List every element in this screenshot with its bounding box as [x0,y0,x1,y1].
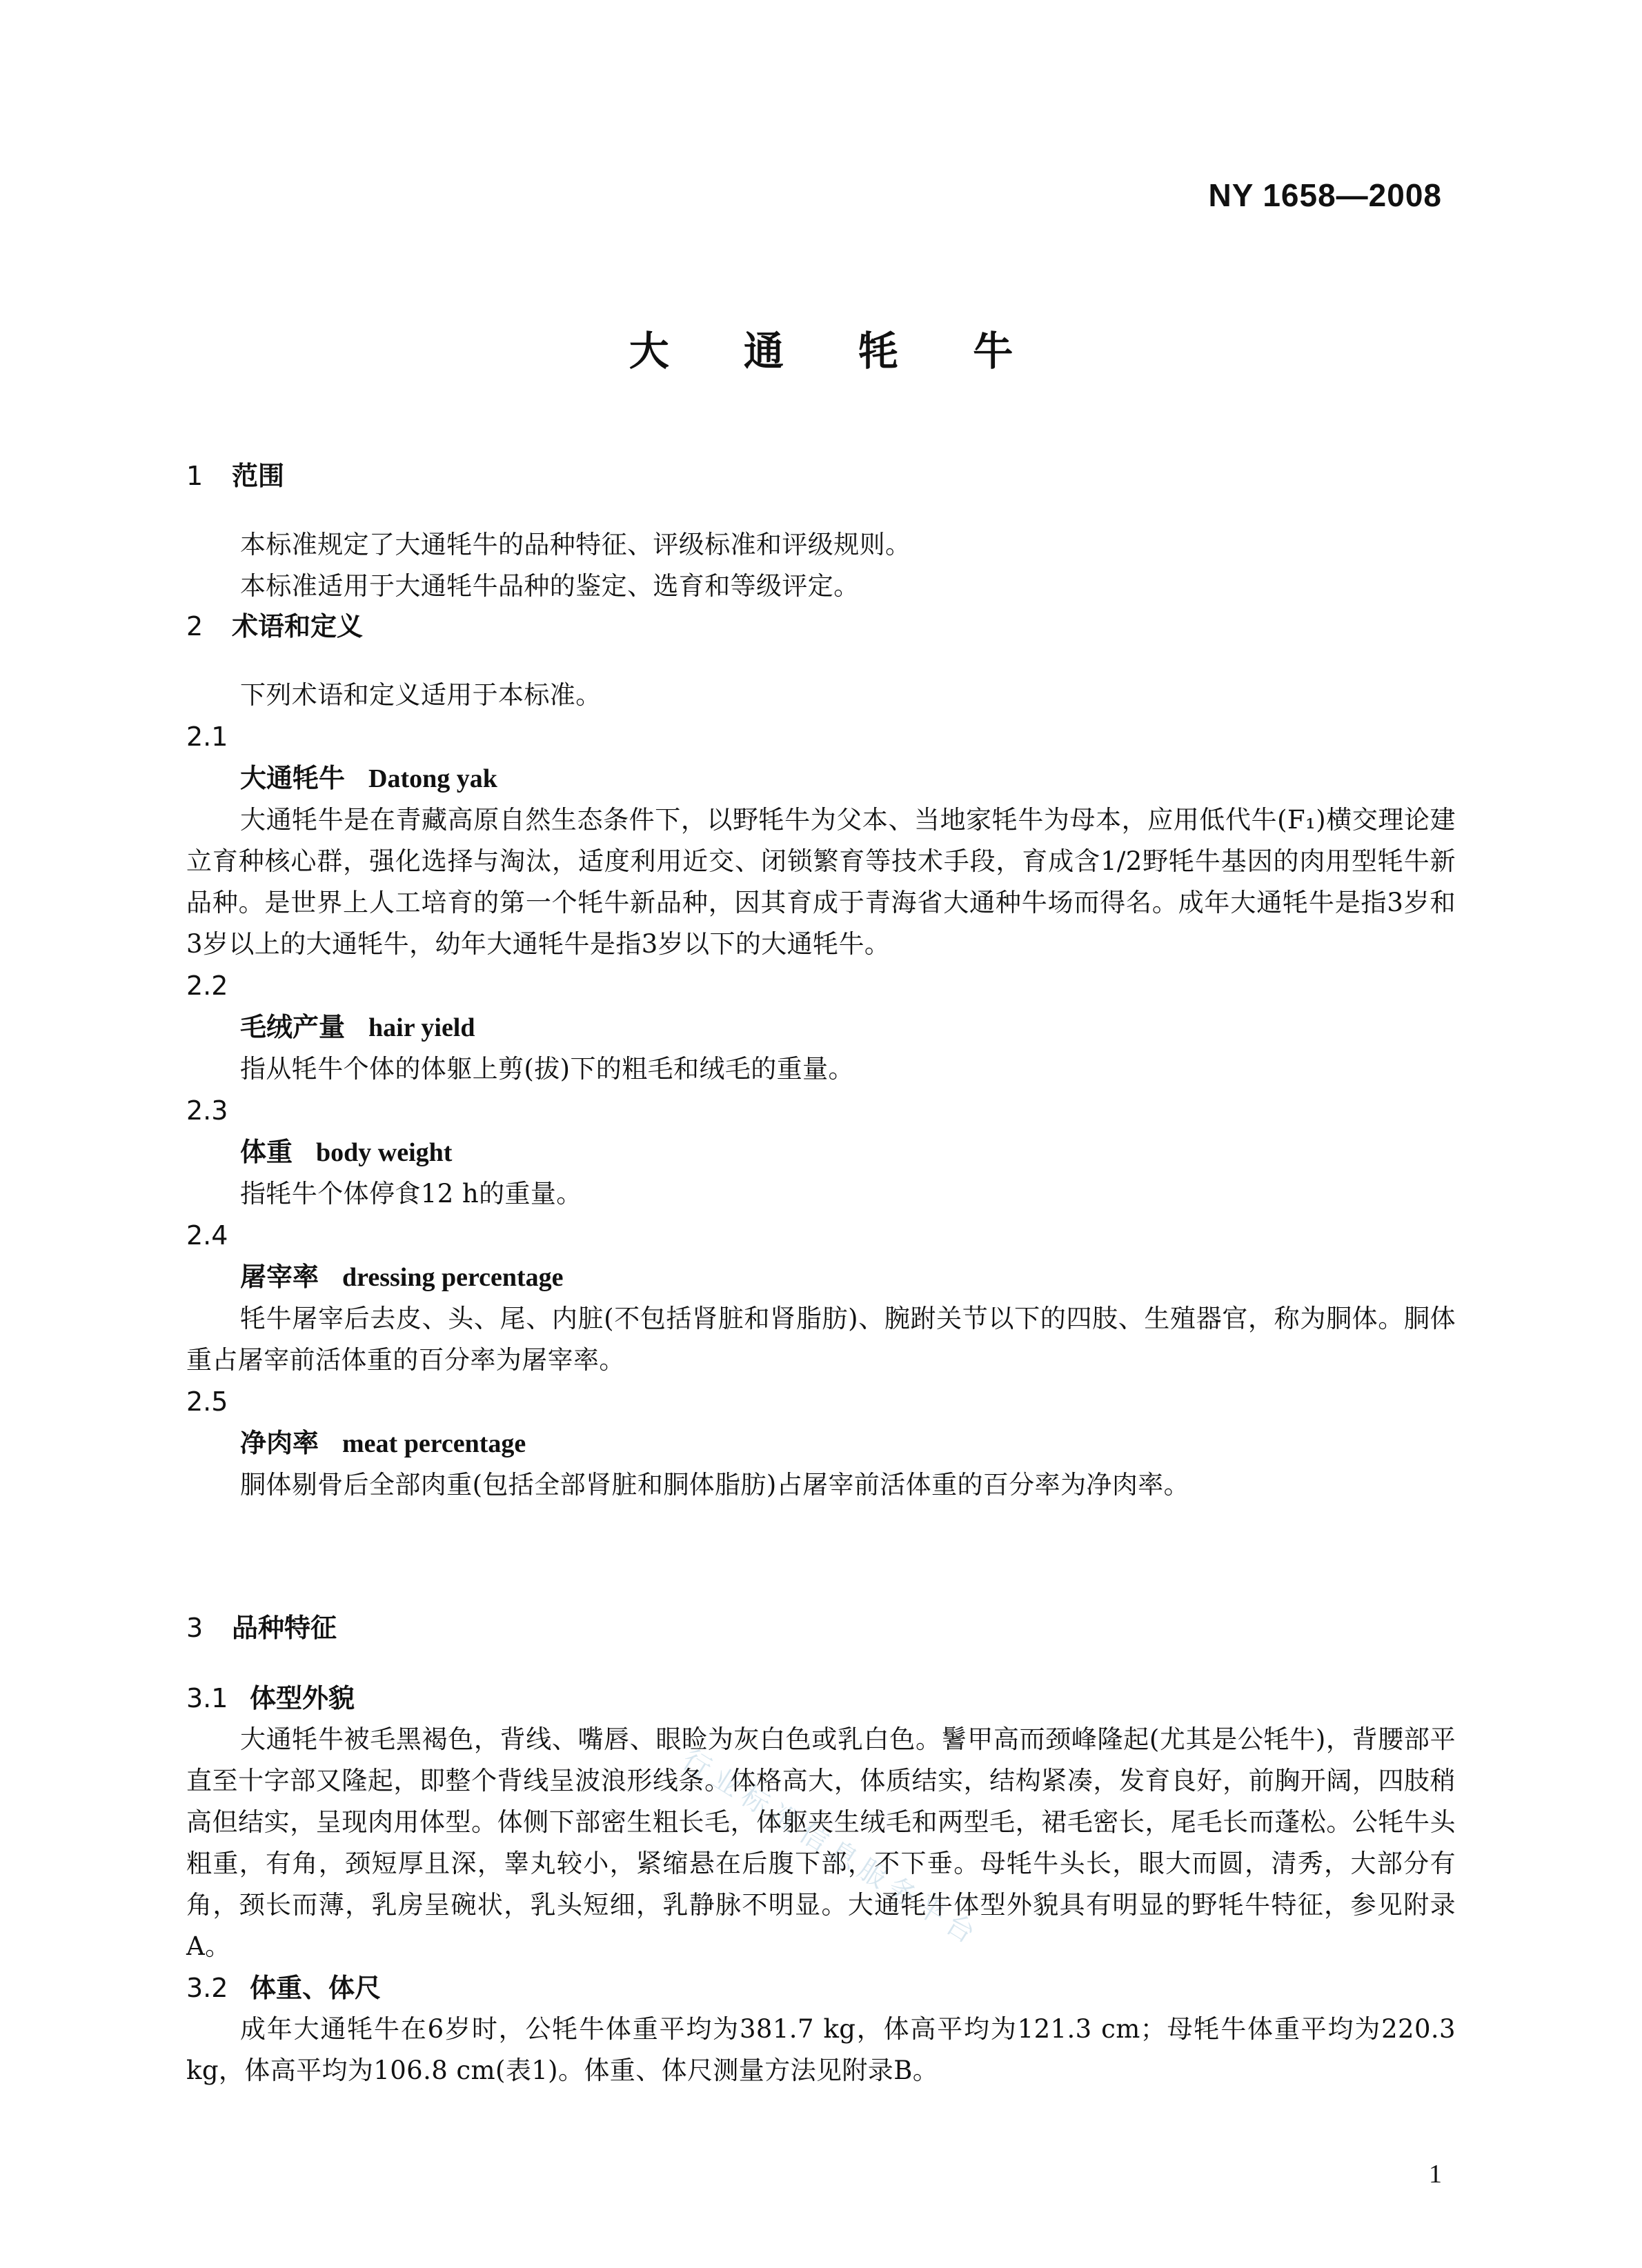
section-number: 3 [186,1613,204,1643]
definition-term [186,1422,1456,1464]
paragraph: 本标准适用于大通牦牛品种的鉴定、选育和等级评定。 [240,571,860,601]
paragraph: 本标准规定了大通牦牛的品种特征、评级标准和评级规则。 [240,530,911,559]
subsection-heading [186,1967,1456,2009]
term-english: body weight [316,1138,453,1167]
definition-term [186,1131,1456,1173]
term-english: dressing percentage [342,1263,564,1292]
definition-number: 2.4 [186,1220,228,1251]
term-chinese: 体重 [240,1137,293,1167]
section-title: 范围 [232,461,285,491]
definition-term [186,1256,1456,1298]
section-3 [186,1607,1456,2091]
definition-text: 大通牦牛是在青藏高原自然生态条件下，以野牦牛为父本、当地家牦牛为母本，应用低代牛(F₁)横交理论建立育种核心群，强化选择与淘汰，适度利用近交、闭锁繁育等技术手段，育成含1/2野牦牛基因的肉用型牦牛新品种。是世界上人工培育的第一个牦牛新品种，因其育成于青海省大通种牛场而得名。成年大通牦牛是指3岁和3岁以上的大通牦牛，幼年大通牦牛是指3岁以下的大通牦牛。 [186,805,1456,959]
definition-number: 2.3 [186,1095,228,1126]
subsection-title: 体重、体尺 [250,1973,382,2003]
subsection-number: 3.2 [186,1973,228,2003]
page-number: 1 [1429,2160,1442,2189]
section-heading [186,606,1456,647]
section-2 [186,606,1456,1506]
definition-number: 2.5 [186,1386,228,1417]
definition-text: 牦牛屠宰后去皮、头、尾、内脏(不包括肾脏和肾脂肪)、腕跗关节以下的四肢、生殖器官，称为胴体。胴体重占屠宰前活体重的百分率为屠宰率。 [186,1304,1456,1375]
term-chinese: 大通牦牛 [240,763,346,793]
definition-text: 指从牦牛个体的体躯上剪(拔)下的粗毛和绒毛的重量。 [240,1054,854,1084]
section-1 [186,455,1456,607]
document-title: 大 通 牦 牛 [629,328,1044,375]
term-english: meat percentage [342,1429,526,1458]
paragraph: 下列术语和定义适用于本标准。 [240,680,602,710]
subsection-heading [186,1678,1456,1719]
definition-text: 胴体剔骨后全部肉重(包括全部肾脏和胴体脂肪)占屠宰前活体重的百分率为净肉率。 [240,1470,1190,1500]
paragraph: 成年大通牦牛在6岁时，公牦牛体重平均为381.7 kg，体高平均为121.3 cm；母牦牛体重平均为220.3 kg，体高平均为106.8 cm(表1)。体重、体尺测量方法见附录B。 [186,2014,1456,2085]
term-english: Datong yak [368,764,497,793]
section-heading [186,1607,1456,1649]
paragraph: 大通牦牛被毛黑褐色，背线、嘴唇、眼睑为灰白色或乳白色。鬐甲高而颈峰隆起(尤其是公牦牛)，背腰部平直至十字部又隆起，即整个背线呈波浪形线条。体格高大，体质结实，结构紧凑，发育良好，前胸开阔，四肢稍高但结实，呈现肉用体型。体侧下部密生粗长毛，体躯夹生绒毛和两型毛，裙毛密长，尾毛长而蓬松。公牦牛头粗重，有角，颈短厚且深，睾丸较小，紧缩悬在后腹下部，不下垂。母牦牛头长，眼大而圆，清秀，大部分有角，颈长而薄，乳房呈碗状，乳头短细，乳静脉不明显。大通牦牛体型外貌具有明显的野牦牛特征，参见附录A。 [186,1724,1456,1961]
section-number: 2 [186,611,204,641]
definition-text: 指牦牛个体停食12 h的重量。 [240,1179,582,1208]
watermark: 行业标准信息服务平台 [676,1743,987,1953]
section-number: 1 [186,461,204,491]
section-heading [186,455,1456,497]
term-chinese: 屠宰率 [240,1262,319,1292]
definition-number: 2.1 [186,722,228,752]
definition-term [186,757,1456,799]
definition-term [186,1006,1456,1048]
section-title: 品种特征 [232,1613,337,1643]
standard-code: NY 1658—2008 [1208,177,1442,213]
term-chinese: 净肉率 [240,1428,319,1458]
term-chinese: 毛绒产量 [240,1012,346,1042]
definition-number: 2.2 [186,971,228,1001]
section-title: 术语和定义 [232,611,364,641]
term-english: hair yield [368,1013,475,1042]
subsection-number: 3.1 [186,1683,228,1713]
subsection-title: 体型外貌 [250,1683,355,1713]
